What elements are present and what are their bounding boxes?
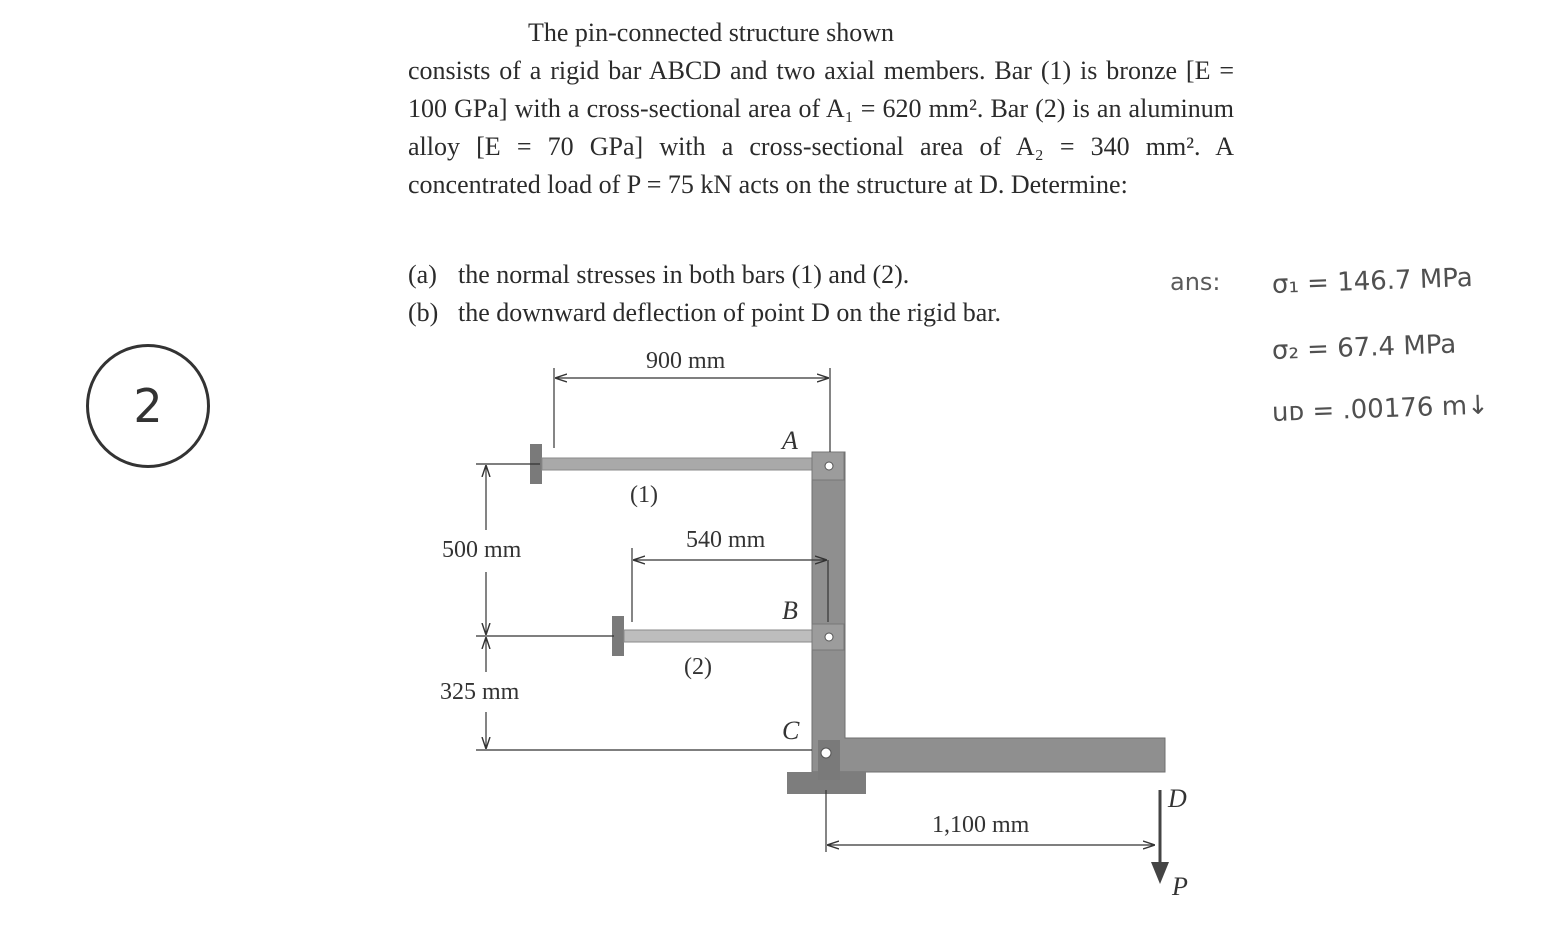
question-b-label: (b) bbox=[408, 298, 439, 327]
problem-body: consists of a rigid bar ABCD and two axial members. Bar (1) is bronze [E = 100 GPa] with a cross-sectional area of A₁ = 620 mm². Bar (2) is an aluminum alloy [E = 70 GPa] with a cross-sectional area of A₂ = 340 mm². A concentrated load of P = 75 kN acts on the structure at D. Determine: bbox=[408, 56, 1234, 199]
point-c-label: C bbox=[782, 716, 800, 745]
answer-label: ans: bbox=[1170, 268, 1221, 296]
bar-2-label: (2) bbox=[684, 654, 712, 680]
question-a-text: the normal stresses in both bars (1) and (2). bbox=[458, 260, 910, 289]
question-b-text: the downward deflection of point D on the rigid bar. bbox=[458, 298, 1001, 327]
answer-sigma2: σ₂ = 67.4 MPa bbox=[1271, 329, 1457, 366]
dim-500-label: 500 mm bbox=[442, 537, 522, 563]
point-a-label: A bbox=[782, 426, 798, 455]
dim-540-label: 540 mm bbox=[686, 527, 766, 553]
pin-a bbox=[825, 462, 833, 470]
rigid-bar-abcd bbox=[812, 452, 1165, 772]
problem-number: 2 bbox=[133, 379, 163, 433]
bar-1-label: (1) bbox=[630, 482, 658, 508]
answer-sigma1: σ₁ = 146.7 MPa bbox=[1271, 263, 1474, 300]
load-p-label: P bbox=[1172, 872, 1188, 901]
problem-first-line: The pin-connected structure shown bbox=[528, 18, 895, 47]
dim-325-label: 325 mm bbox=[440, 679, 520, 705]
point-b-label: B bbox=[782, 596, 798, 625]
bar-2 bbox=[624, 630, 817, 642]
dim-1100-label: 1,100 mm bbox=[932, 812, 1030, 838]
load-p-arrowhead bbox=[1151, 862, 1169, 884]
pin-b bbox=[825, 633, 833, 641]
dim-900-label: 900 mm bbox=[646, 348, 726, 374]
bar-1 bbox=[542, 458, 817, 470]
question-a-label: (a) bbox=[408, 260, 437, 289]
pin-c bbox=[821, 748, 831, 758]
point-d-label: D bbox=[1168, 784, 1187, 813]
answer-deflection: uᴅ = .00176 m↓ bbox=[1271, 390, 1490, 428]
support-c-post bbox=[818, 740, 840, 780]
